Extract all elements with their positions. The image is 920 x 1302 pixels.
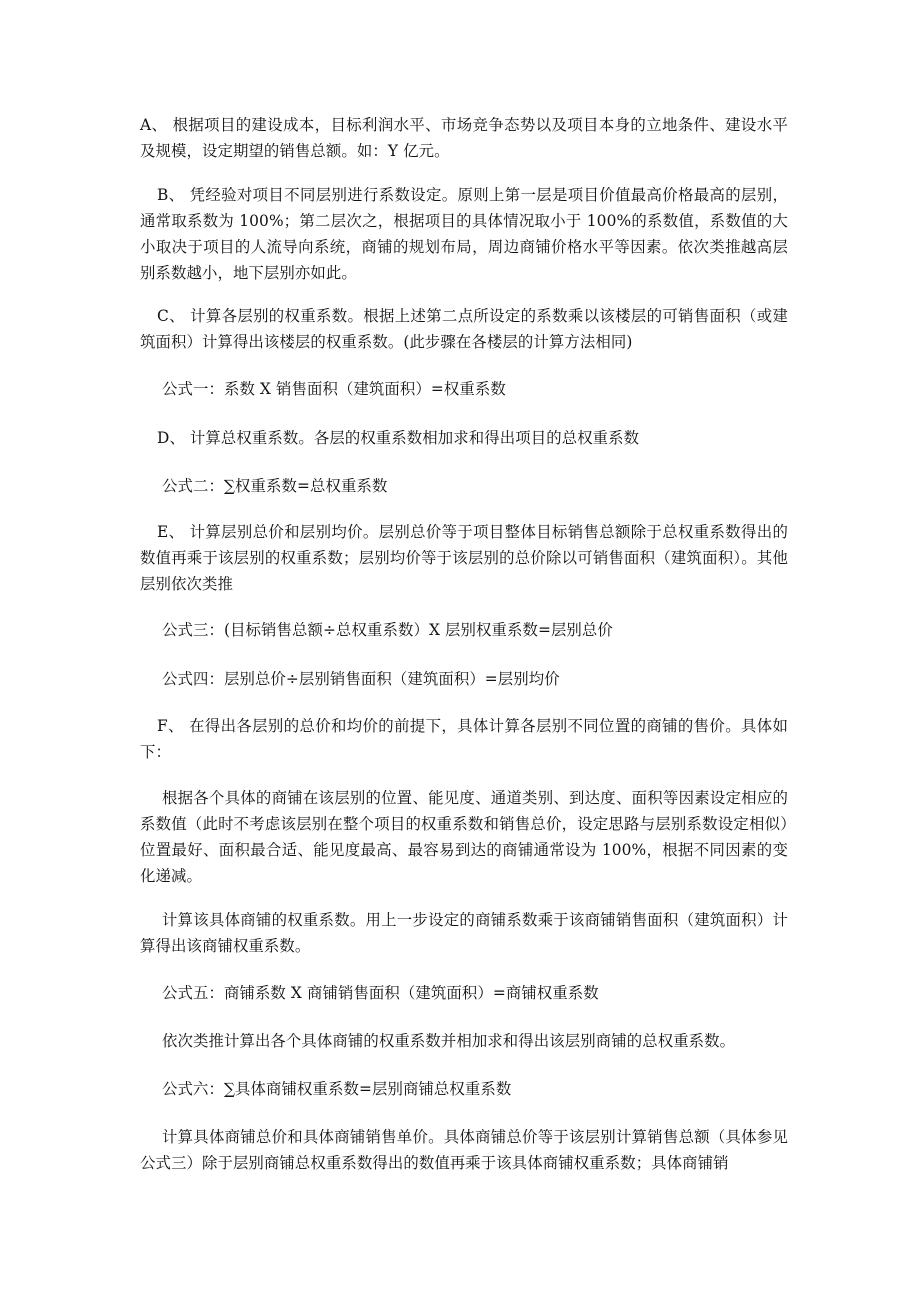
paragraph-shop-coefficient: 根据各个具体的商铺在该层别的位置、能见度、通道类别、到达度、面积等因素设定相应的系数值（此时不考虑该层别在整个项目的权重系数和销售总价，设定思路与层别系数设定相似）位置最好、面积最合适、能见度最高、最容易到达的商铺通常设为 100%，根据不同因素的变化递减。 — [140, 789, 788, 885]
paragraph-shop-price: 计算具体商铺总价和具体商铺销售单价。具体商铺总价等于该层别计算销售总额（具体参见公式三）除于层别商铺总权重系数得出的数值再乘于该具体商铺权重系数；具体商铺销 — [140, 1128, 788, 1172]
paragraph-d: D、 计算总权重系数。各层的权重系数相加求和得出项目的总权重系数 — [157, 429, 640, 447]
formula-3: 公式三：(目标销售总额÷总权重系数）X 层别权重系数=层别总价 — [162, 621, 613, 639]
formula-4: 公式四：层别总价÷层别销售面积（建筑面积）=层别均价 — [162, 670, 560, 688]
paragraph-c: C、 计算各层别的权重系数。根据上述第二点所设定的系数乘以该楼层的可销售面积（或建筑面积）计算得出该楼层的权重系数。(此步骤在各楼层的计算方法相同) — [140, 307, 788, 351]
formula-1: 公式一：系数 X 销售面积（建筑面积）=权重系数 — [162, 380, 506, 398]
paragraph-sum-shops: 依次类推计算出各个具体商铺的权重系数并相加求和得出该层别商铺的总权重系数。 — [162, 1032, 736, 1050]
formula-6: 公式六：∑具体商铺权重系数=层别商铺总权重系数 — [162, 1080, 512, 1098]
formula-5: 公式五：商铺系数 X 商铺销售面积（建筑面积）=商铺权重系数 — [162, 984, 599, 1002]
paragraph-f: F、 在得出各层别的总价和均价的前提下，具体计算各层别不同位置的商铺的售价。具体如下： — [140, 717, 788, 761]
paragraph-shop-weight: 计算该具体商铺的权重系数。用上一步设定的商铺系数乘于该商铺销售面积（建筑面积）计算得出该商铺权重系数。 — [140, 911, 788, 955]
formula-2: 公式二：∑权重系数=总权重系数 — [162, 477, 388, 495]
paragraph-e: E、 计算层别总价和层别均价。层别总价等于项目整体目标销售总额除于总权重系数得出的数值再乘于该层别的权重系数；层别均价等于该层别的总价除以可销售面积（建筑面积）。其他层别依次类推 — [140, 523, 788, 593]
paragraph-b: B、 凭经验对项目不同层别进行系数设定。原则上第一层是项目价值最高价格最高的层别，通常取系数为 100%；第二层次之，根据项目的具体情况取小于 100%的系数值，系数值的大小取决于项目的人流导向系统，商铺的规划布局，周边商铺价格水平等因素。依次类推越高层别系数越小，地下层别亦如此。 — [140, 186, 788, 282]
paragraph-a: A、 根据项目的建设成本，目标利润水平、市场竞争态势以及项目本身的立地条件、建设水平及规模，设定期望的销售总额。如：Y 亿元。 — [140, 116, 788, 160]
